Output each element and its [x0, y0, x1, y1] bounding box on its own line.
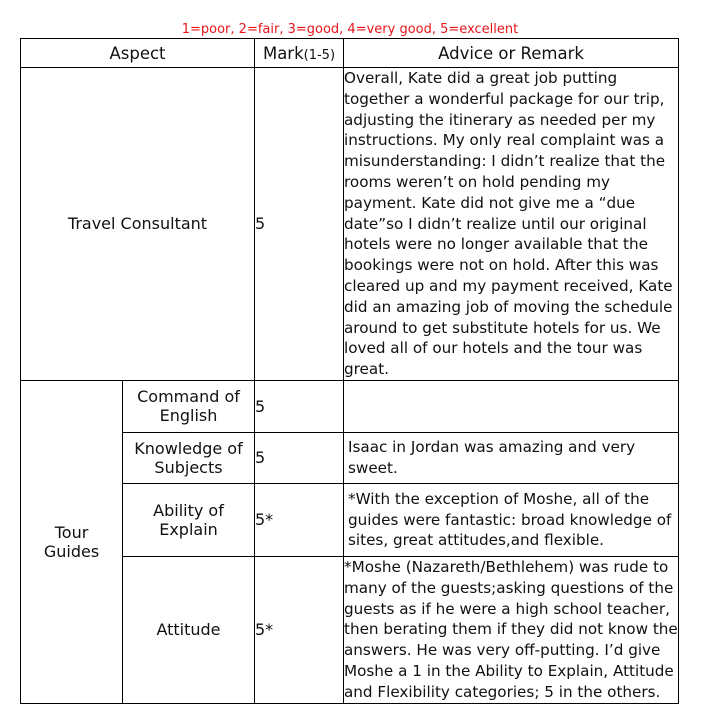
mark-knowledge-of-subjects: 5 — [255, 432, 344, 483]
mark-command-of-english: 5 — [255, 380, 344, 432]
aspect-knowledge-of-subjects: Knowledge of Subjects — [123, 432, 255, 483]
rating-scale-legend: 1=poor, 2=fair, 3=good, 4=very good, 5=excellent — [181, 22, 519, 37]
remark-command-of-english — [344, 380, 679, 432]
aspect-command-of-english: Command of English — [123, 380, 255, 432]
travel-consultant-remark: Overall, Kate did a great job putting together a wonderful package for our trip, adjusting the itinerary as needed per my instructions. My only real complaint was a misunderstanding: I didn’t realize that the rooms weren’t on hold pending my payment. Kate did not give me a “due date”so I didn’t realize until our original hotels were no longer available that the bookings were not on hold. After this was cleared up and my payment received, Kate did an amazing job of moving the schedule around to get substitute hotels for us. We loved all of our hotels and the tour was great. — [344, 68, 679, 381]
remark-knowledge-of-subjects: Isaac in Jordan was amazing and very sweet. — [344, 432, 679, 483]
mark-attitude: 5* — [255, 556, 344, 703]
travel-consultant-row — [21, 68, 679, 381]
tour-guides-label: Tour Guides — [21, 380, 123, 703]
mark-header — [255, 39, 344, 68]
mark-header-label: Mark — [262, 43, 304, 63]
remark-ability-of-explain: *With the exception of Moshe, all of the guides were fantastic: broad knowledge of sites, great attitudes,and flexible. — [344, 483, 679, 556]
evaluation-table — [20, 38, 679, 704]
aspect-header: Aspect — [21, 39, 255, 68]
tour-guides-row-english — [21, 380, 679, 432]
remark-attitude: *Moshe (Nazareth/Bethlehem) was rude to many of the guests;asking questions of the guests as if he were a high school teacher, then berating them if they did not know the answers. He was very off-putting. I’d give Moshe a 1 in the Ability to Explain, Attitude and Flexibility categories; 5 in the others. — [344, 556, 679, 703]
mark-ability-of-explain: 5* — [255, 483, 344, 556]
aspect-ability-of-explain: Ability of Explain — [123, 483, 255, 556]
header-row — [21, 39, 679, 68]
mark-scale-label: (1-5) — [303, 47, 336, 63]
aspect-attitude: Attitude — [123, 556, 255, 703]
remark-header: Advice or Remark — [344, 39, 679, 68]
travel-consultant-label: Travel Consultant — [21, 68, 255, 381]
travel-consultant-mark: 5 — [255, 68, 344, 381]
